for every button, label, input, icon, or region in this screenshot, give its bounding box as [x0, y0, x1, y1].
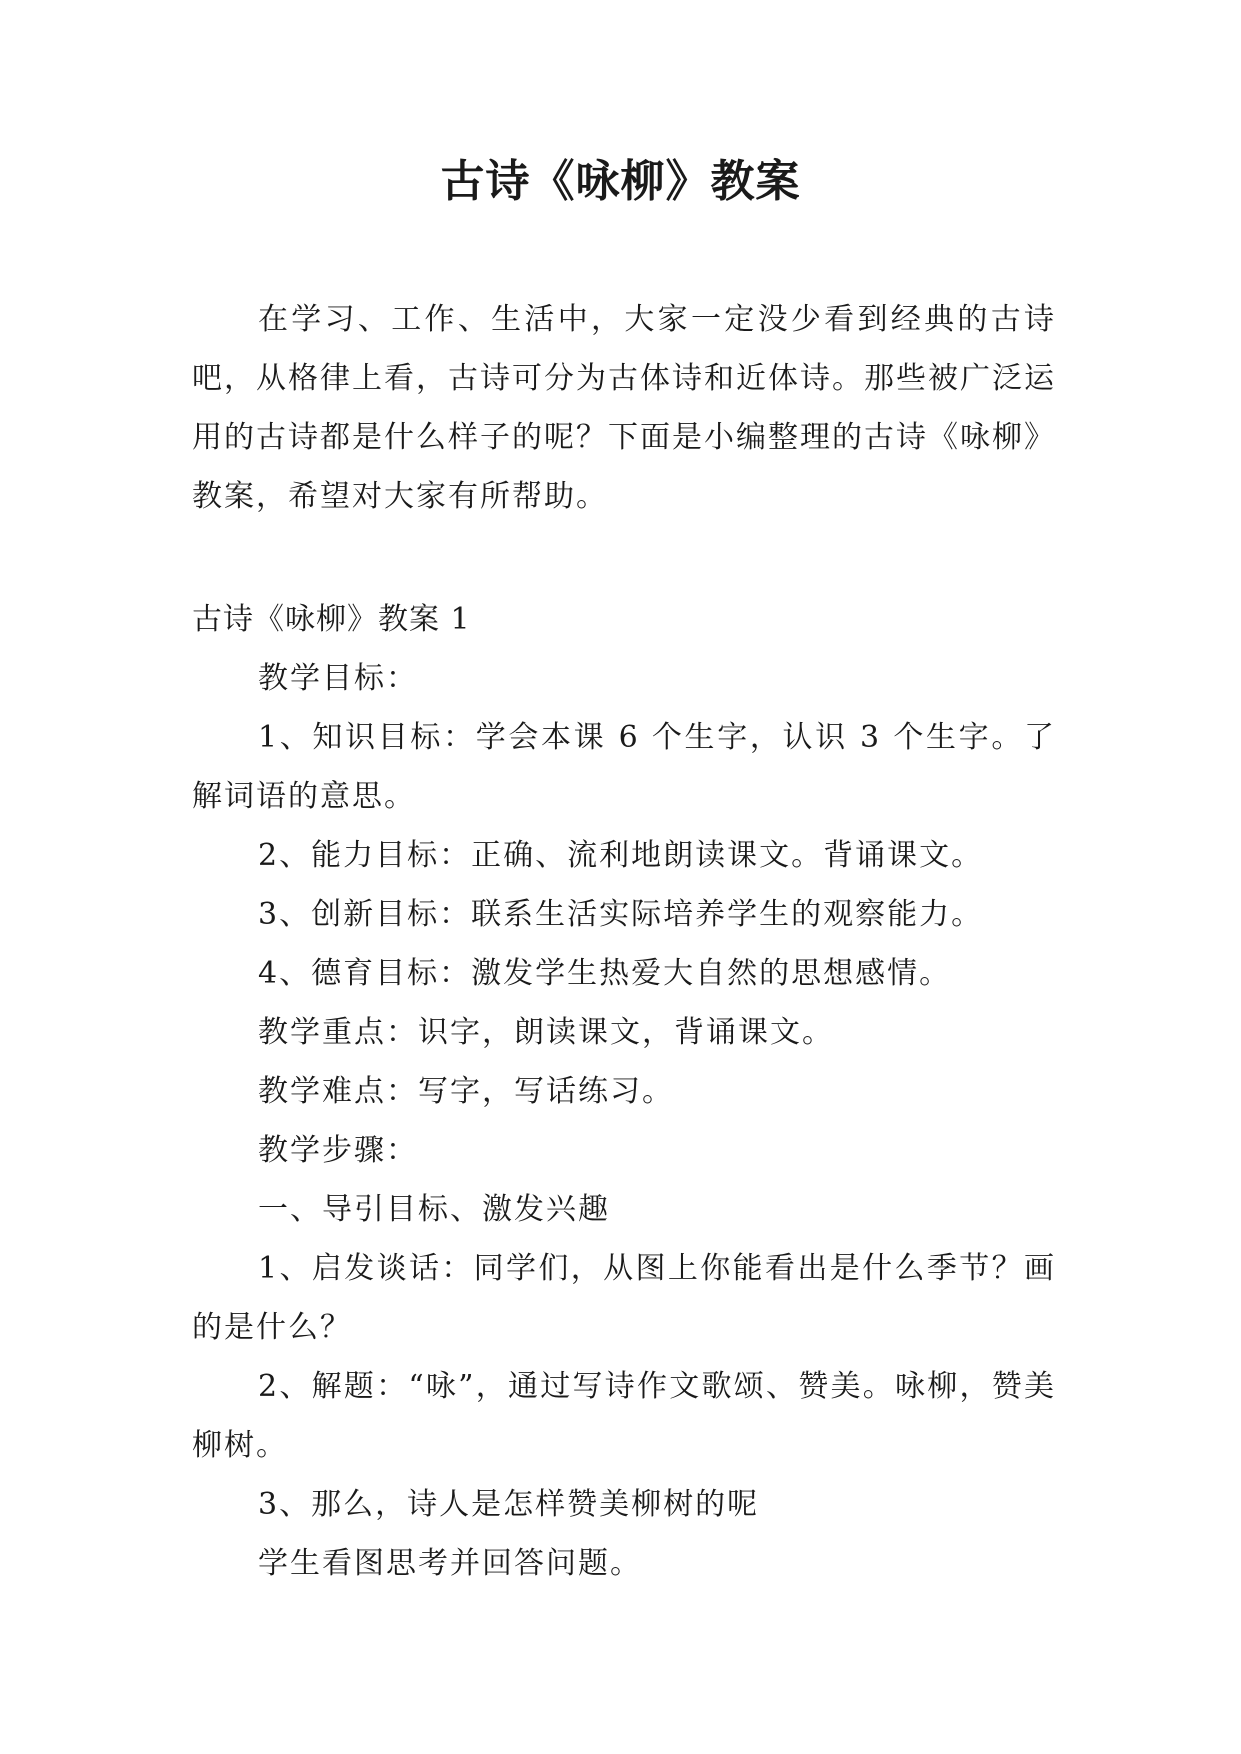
- paragraph-moral-goal: 4、德育目标：激发学生热爱大自然的思想感情。: [258, 956, 952, 991]
- intro-block: [192, 290, 1056, 526]
- section-heading: 古诗《咏柳》教案 1: [192, 602, 471, 637]
- paragraph-innovation-goal: 3、创新目标：联系生活实际培养学生的观察能力。: [258, 897, 984, 932]
- paragraph-teaching-goals: 教学目标：: [258, 661, 418, 696]
- intro-paragraph: 在学习、工作、生活中，大家一定没少看到经典的古诗吧，从格律上看，古诗可分为古体诗和近体诗。那些被广泛运用的古诗都是什么样子的呢？下面是小编整理的古诗《咏柳》教案，希望对大家有所帮助。: [192, 302, 1056, 514]
- paragraph-explain-title: 2、解题：“咏”，通过写诗作文歌颂、赞美。咏柳，赞美柳树。: [192, 1369, 1056, 1463]
- paragraph-key-points: 教学重点：识字，朗读课文，背诵课文。: [258, 1015, 834, 1050]
- paragraph-difficulties: 教学难点：写字，写话练习。: [258, 1074, 674, 1109]
- paragraph-student-activity: 学生看图思考并回答问题。: [258, 1546, 642, 1581]
- paragraph-question: 3、那么，诗人是怎样赞美柳树的呢: [258, 1487, 760, 1522]
- paragraph-knowledge-goal: 1、知识目标：学会本课 6 个生字，认识 3 个生字。了解词语的意思。: [192, 720, 1056, 814]
- document-body: [192, 290, 1056, 1593]
- lesson-section: [192, 649, 1056, 1593]
- paragraph-inspiring-talk: 1、启发谈话：同学们，从图上你能看出是什么季节？画的是什么？: [192, 1251, 1056, 1345]
- paragraph-ability-goal: 2、能力目标：正确、流利地朗读课文。背诵课文。: [258, 838, 984, 873]
- paragraph-step-one: 一、导引目标、激发兴趣: [258, 1192, 610, 1227]
- paragraph-teaching-steps: 教学步骤：: [258, 1133, 418, 1168]
- page-title: 古诗《咏柳》教案: [440, 156, 801, 207]
